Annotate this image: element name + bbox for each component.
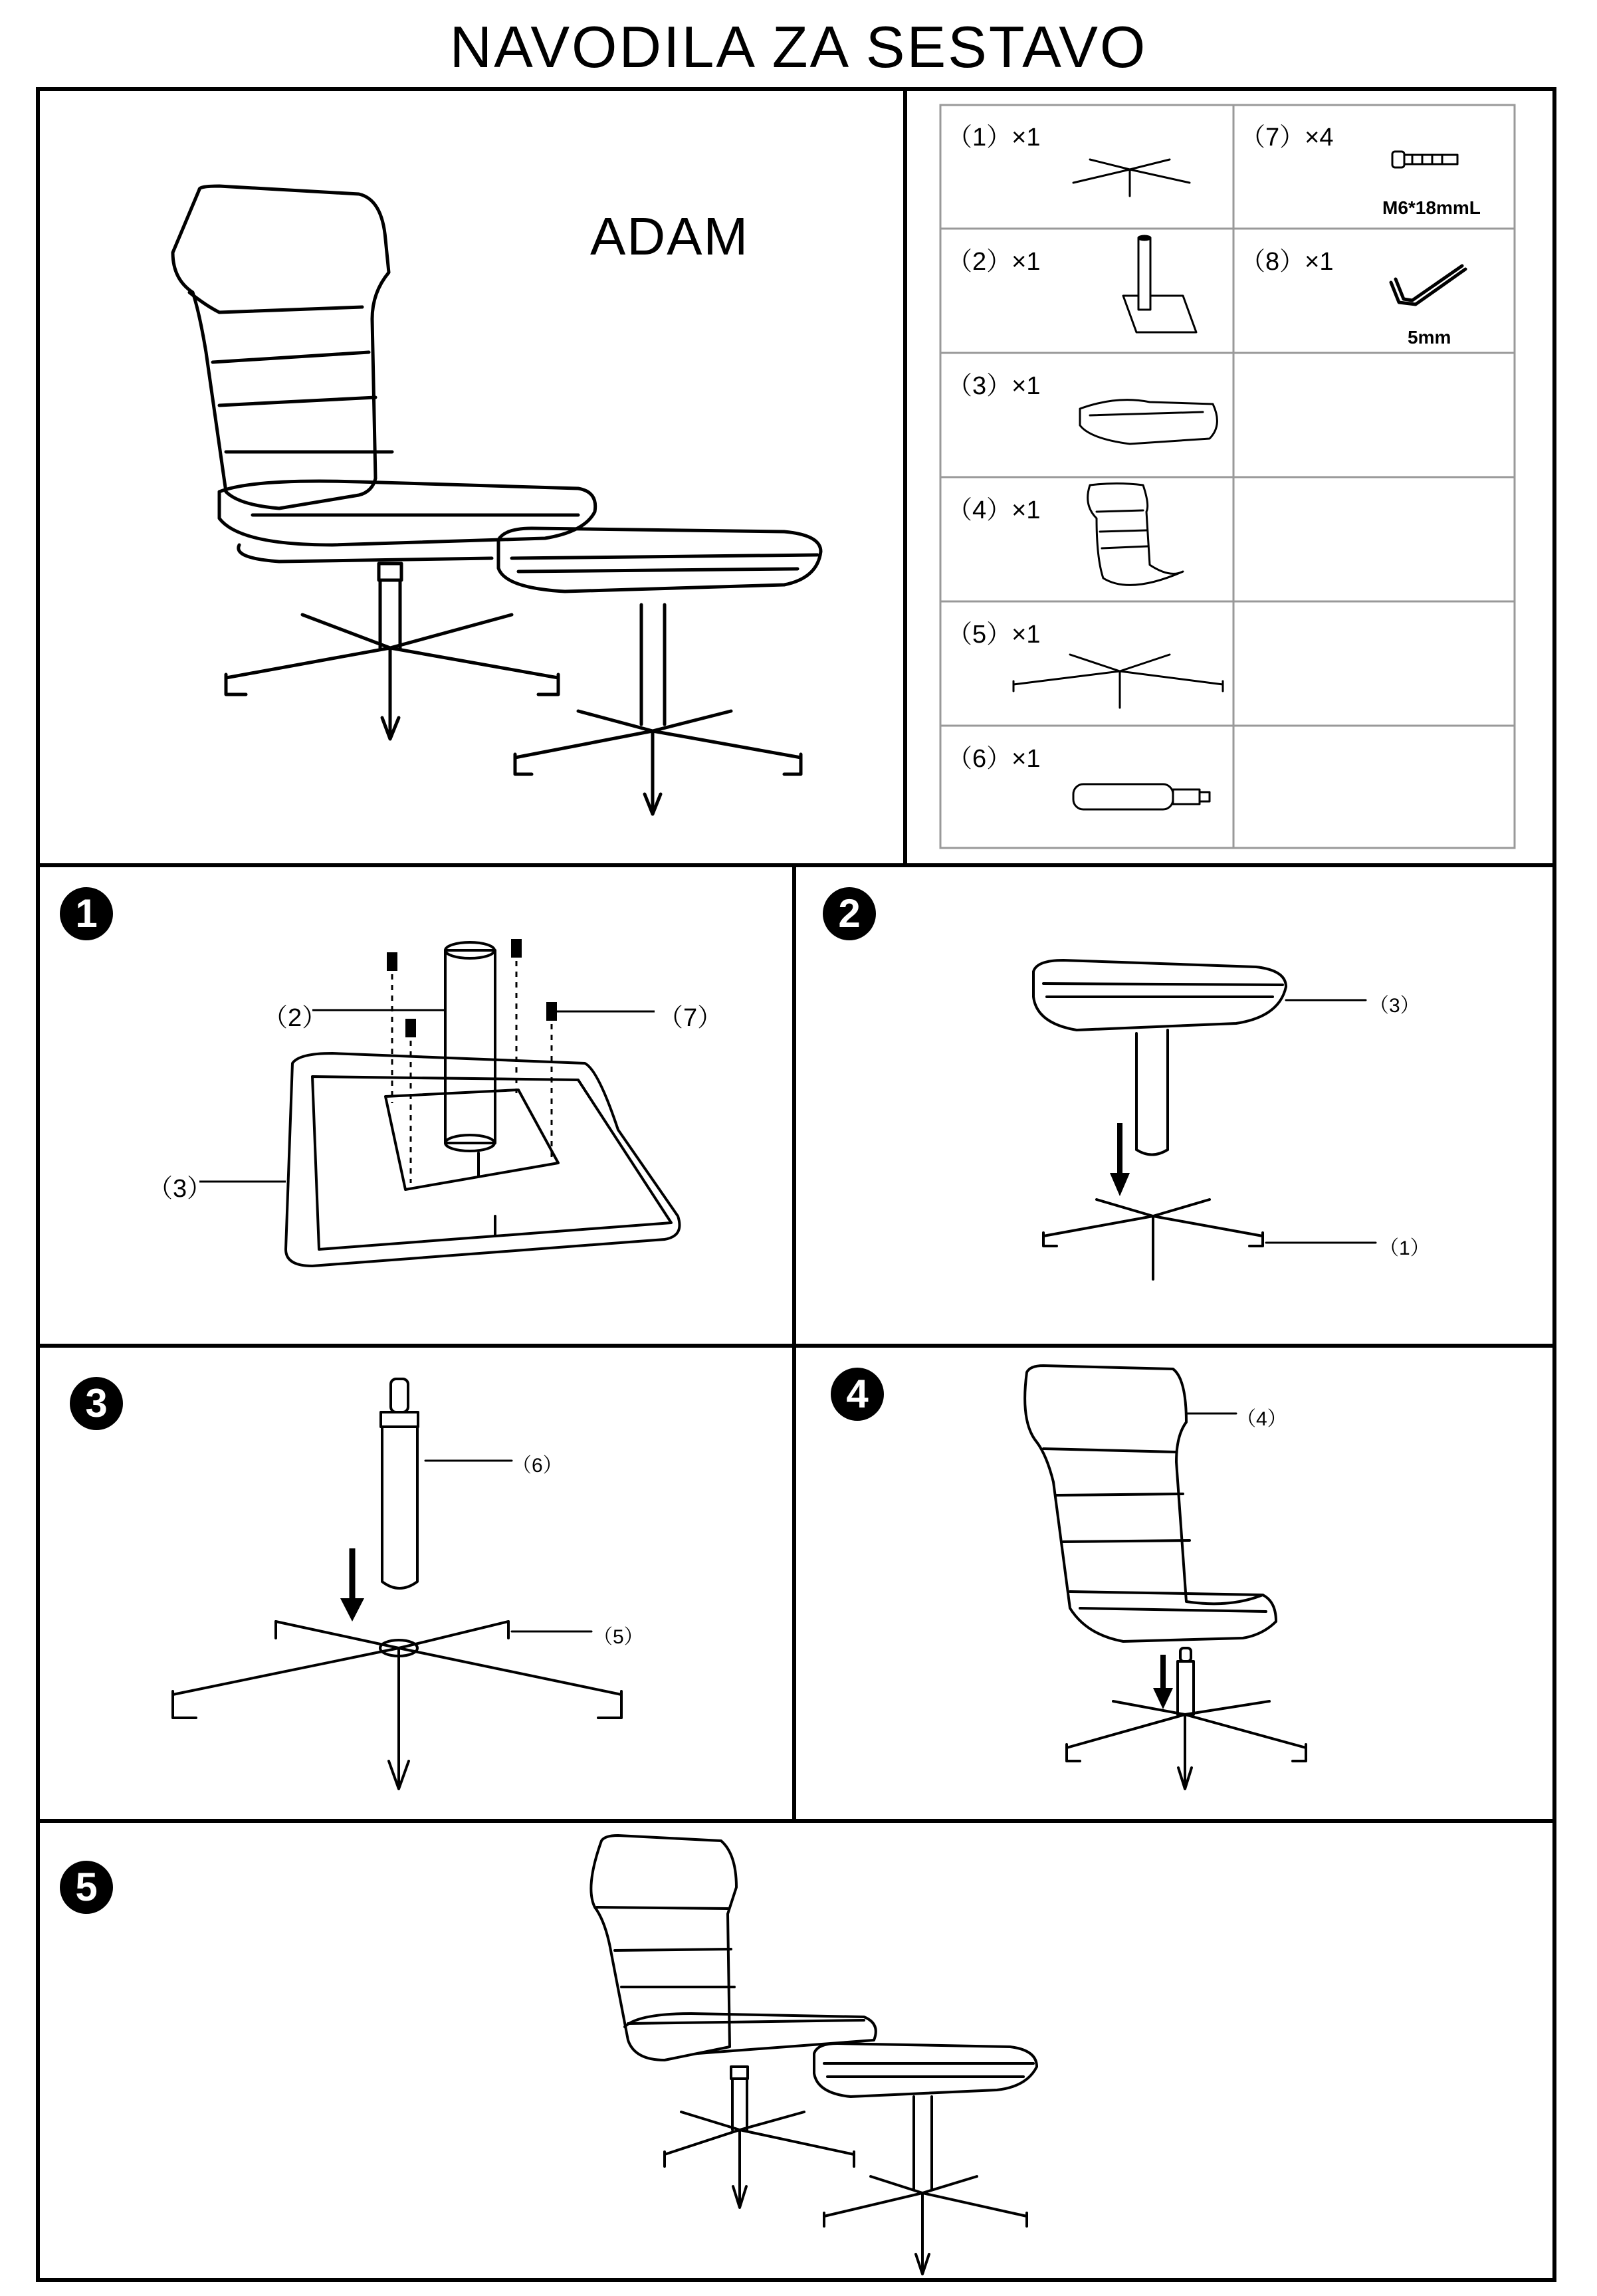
step-3-badge: 3 xyxy=(70,1377,123,1430)
step-1-callout-7: （7） xyxy=(658,1004,723,1032)
part-7-label: （7）×4 xyxy=(1240,124,1334,152)
step-3-callout-6: （6） xyxy=(512,1455,563,1477)
step-4-callout-4: （4） xyxy=(1236,1408,1287,1430)
step-4-badge: 4 xyxy=(831,1368,884,1421)
part-2-label: （2）×1 xyxy=(947,248,1041,276)
step-5-badge: 5 xyxy=(60,1861,113,1914)
part-6-label: （6）×1 xyxy=(947,745,1041,773)
step-2-callout-1: （1） xyxy=(1379,1237,1430,1259)
page-title: NAVODILA ZA SESTAVO xyxy=(449,14,1148,80)
part-4-label: （4）×1 xyxy=(947,496,1041,524)
step-1-callout-3: （3） xyxy=(148,1175,213,1203)
step-2-callout-3: （3） xyxy=(1369,995,1420,1017)
model-name: ADAM xyxy=(590,207,750,266)
step-1-badge: 1 xyxy=(60,887,113,940)
step-3-callout-5: （5） xyxy=(593,1626,644,1648)
part-7-size: M6*18mmL xyxy=(1382,197,1481,218)
part-1-label: （1）×1 xyxy=(947,124,1041,152)
step-2-badge: 2 xyxy=(823,887,876,940)
part-3-label: （3）×1 xyxy=(947,372,1041,400)
part-5-label: （5）×1 xyxy=(947,621,1041,649)
part-8-label: （8）×1 xyxy=(1240,248,1334,276)
step-1-callout-2: （2） xyxy=(263,1004,328,1032)
part-8-size: 5mm xyxy=(1408,327,1451,348)
